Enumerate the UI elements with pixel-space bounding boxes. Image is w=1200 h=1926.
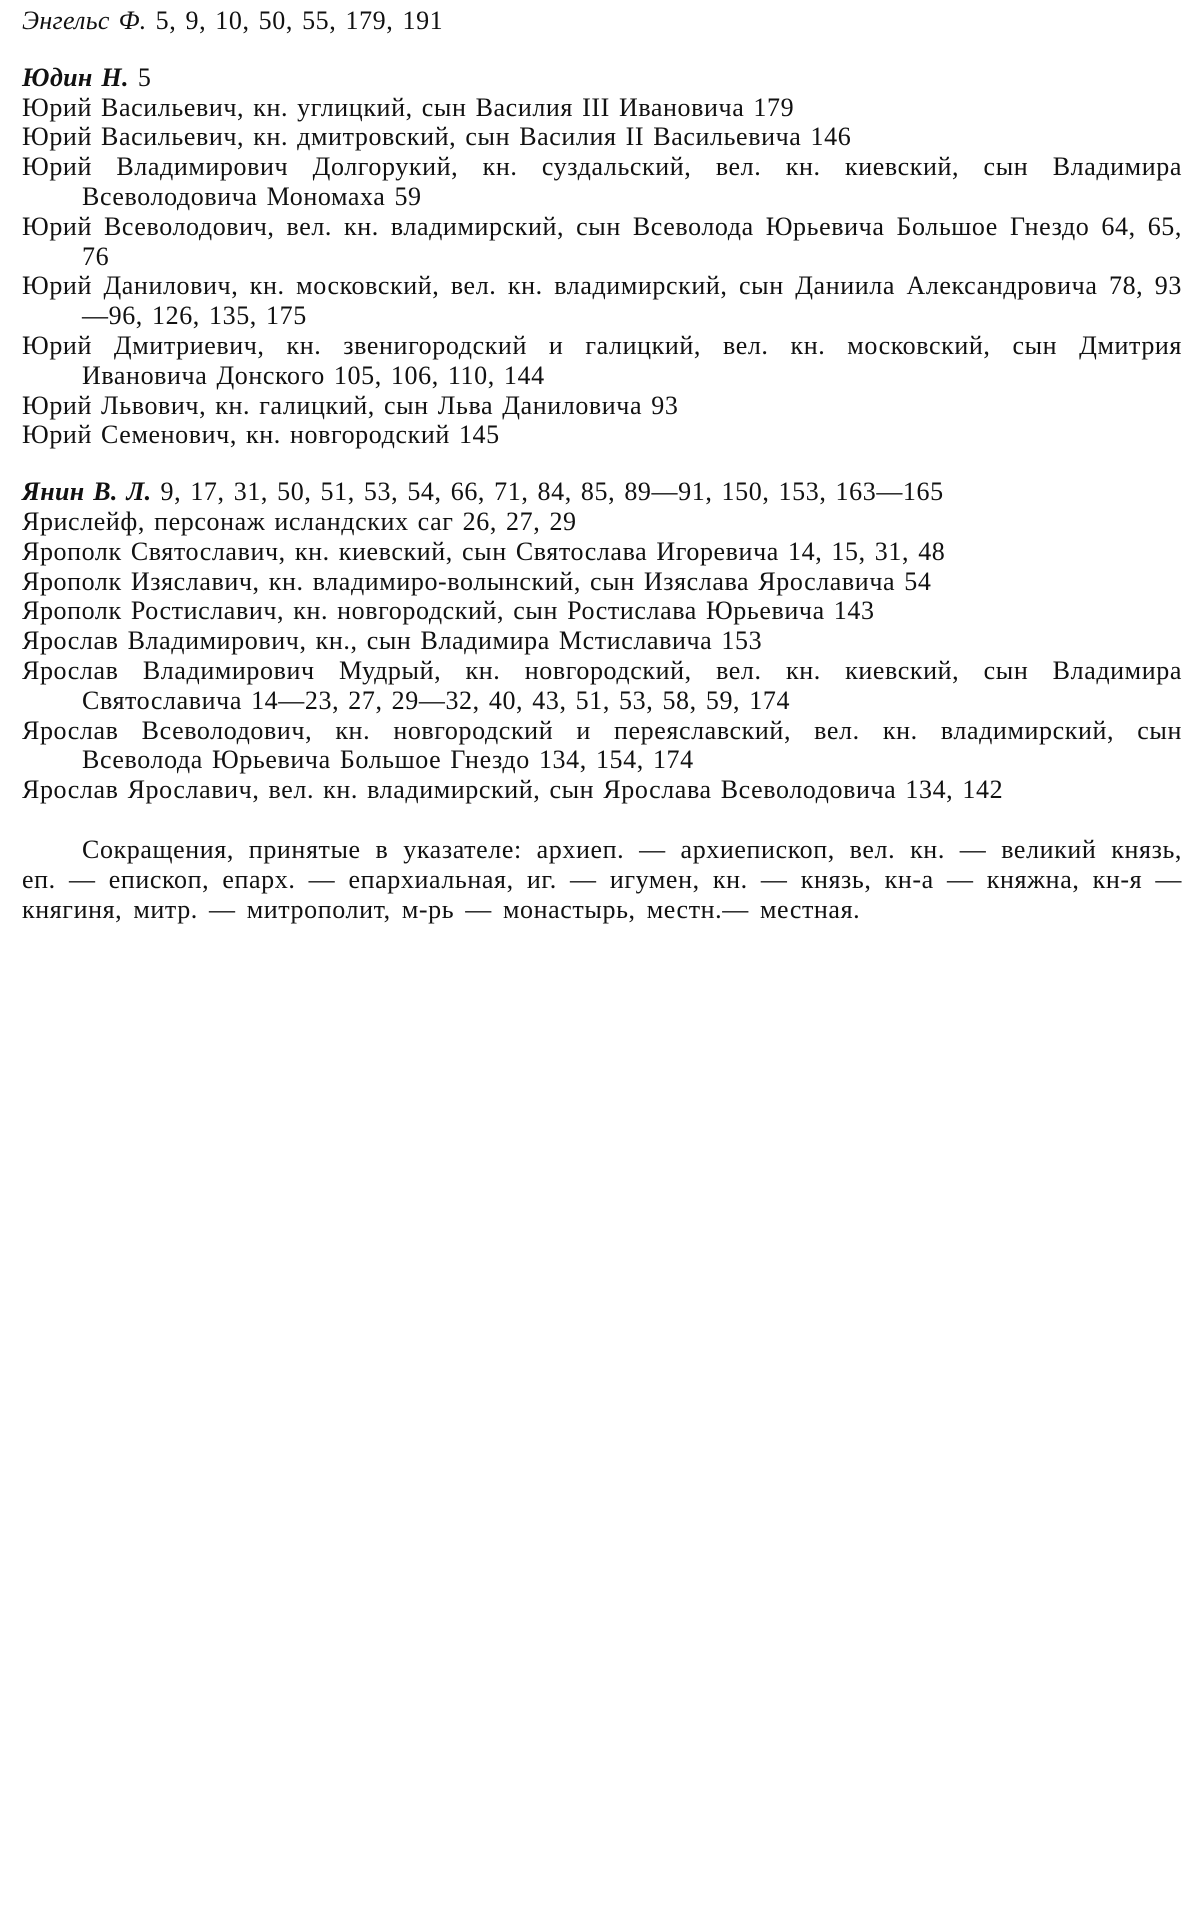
index-entry bbox=[22, 477, 1182, 507]
index-entry: Ярослав Всеволодович, кн. новгородский и переяславский, вел. кн. владимирский, сын Всеволода Юрьевича Большое Гнездо 134, 154, 174 bbox=[22, 715, 1182, 775]
entry-text: 5 bbox=[128, 62, 152, 92]
entry-text: 9, 17, 31, 50, 51, 53, 54, 66, 71, 84, 85, 89—91, 150, 153, 163—165 bbox=[151, 477, 944, 507]
index-entry: Ярослав Ярославич, вел. кн. владимирский, сын Ярослава Всеволодовича 134, 142 bbox=[22, 775, 1004, 805]
index-page bbox=[22, 6, 1182, 950]
index-entry: Юрий Данилович, кн. московский, вел. кн. владимирский, сын Даниила Александровича 78, 93—96, 126, 135, 175 bbox=[22, 271, 1182, 331]
index-entry: Юрий Семенович, кн. новгородский 145 bbox=[22, 420, 500, 450]
index-group-ya bbox=[22, 477, 1182, 805]
index-entry: Юрий Васильевич, кн. углицкий, сын Василия III Ивановича 179 bbox=[22, 92, 795, 122]
index-entry: Ярополк Изяславич, кн. владимиро-волынский, сын Изяслава Ярославича 54 bbox=[22, 566, 932, 596]
index-entry: Юрий Дмитриевич, кн. звенигородский и галицкий, вел. кн. московский, сын Дмитрия Ивановича Донского 105, 106, 110, 144 bbox=[22, 330, 1182, 390]
author-name: Юдин Н. bbox=[22, 62, 129, 92]
author-name: Янин В. Л. bbox=[22, 477, 152, 507]
index-entry: Ярислейф, персонаж исландских саг 26, 27, 29 bbox=[22, 506, 577, 536]
index-entry: Юрий Васильевич, кн. дмитровский, сын Василия II Васильевича 146 bbox=[22, 122, 852, 152]
abbreviations-note: Сокращения, принятые в указателе: архиеп. — архиепископ, вел. кн. — великий князь, еп. — епископ, епарх. — епархиальная, иг. — игумен, кн. — князь, кн-а — княжна, кн-я — княгиня, митр. — митрополит, м-рь — монастырь, местн.— местная. bbox=[22, 834, 1182, 924]
index-entry: Ярослав Владимирович, кн., сын Владимира Мстиславича 153 bbox=[22, 626, 763, 656]
index-entry: Ярослав Владимирович Мудрый, кн. новгородский, вел. кн. киевский, сын Владимира Святославича 14—23, 27, 29—32, 40, 43, 51, 53, 58, 59, 174 bbox=[22, 655, 1182, 715]
entry-text: 5, 9, 10, 50, 55, 179, 191 bbox=[146, 6, 444, 35]
index-entry bbox=[22, 6, 1182, 36]
index-entry: Юрий Владимирович Долгорукий, кн. суздальский, вел. кн. киевский, сын Владимира Всеволодовича Мономаха 59 bbox=[22, 152, 1182, 211]
index-entry: Юрий Львович, кн. галицкий, сын Льва Даниловича 93 bbox=[22, 390, 679, 420]
index-group-yu bbox=[22, 63, 1182, 450]
index-entry: Ярополк Святославич, кн. киевский, сын Святослава Игоревича 14, 15, 31, 48 bbox=[22, 536, 946, 566]
index-entry: Юрий Всеволодович, вел. кн. владимирский, сын Всеволода Юрьевича Большое Гнездо 64, 65, 76 bbox=[22, 211, 1182, 271]
index-group-e bbox=[22, 6, 1182, 36]
index-entry: Ярополк Ростиславич, кн. новгородский, сын Ростислава Юрьевича 143 bbox=[22, 596, 875, 626]
index-entry bbox=[22, 63, 1182, 93]
author-name: Энгельс Ф. bbox=[22, 6, 147, 35]
